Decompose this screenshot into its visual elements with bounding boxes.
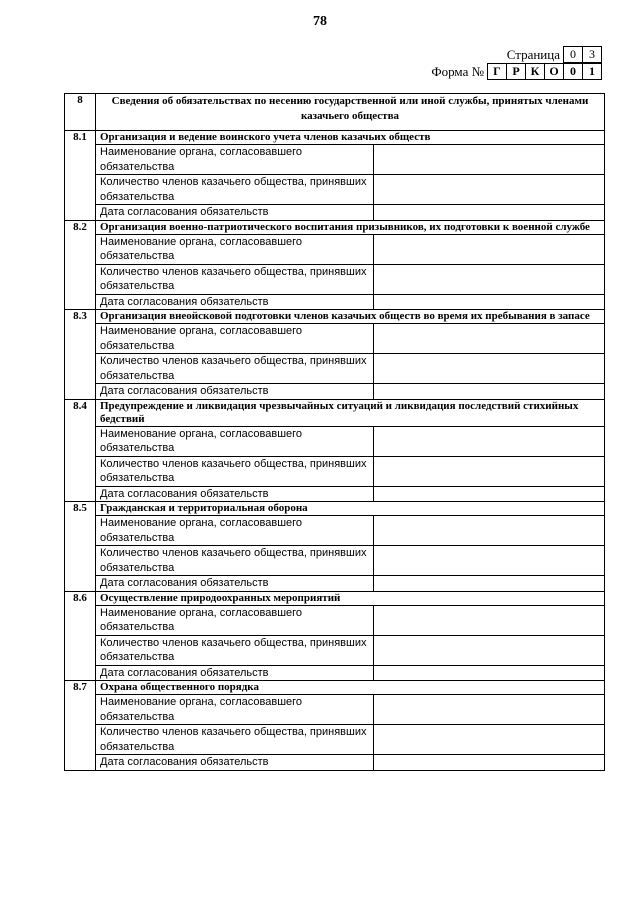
approval-date-field-value[interactable]: [374, 486, 605, 502]
section-title-row: [65, 310, 605, 324]
members-count-field-label: Количество членов казачьего общества, принявших обязательства: [96, 546, 374, 576]
section-title: Гражданская и территориальная оборона: [96, 502, 605, 516]
organ-name-field-label: Наименование органа, согласовавшего обязательства: [96, 516, 374, 546]
section-number: 8.2: [65, 220, 96, 310]
members-count-field-value[interactable]: [374, 546, 605, 576]
field-row: [65, 576, 605, 592]
organ-name-field-label: Наименование органа, согласовавшего обязательства: [96, 695, 374, 725]
approval-date-field-label: Дата согласования обязательств: [96, 755, 374, 771]
section-title-row: [65, 399, 605, 426]
form-label: Форма №: [431, 63, 484, 79]
section-number: 8.1: [65, 131, 96, 221]
section-title: Предупреждение и ликвидация чрезвычайных ситуаций и ликвидация последствий стихийных бедствий: [96, 399, 605, 426]
organ-name-field-value[interactable]: [374, 426, 605, 456]
members-count-field-value[interactable]: [374, 354, 605, 384]
field-row: [65, 725, 605, 755]
organ-name-field-label: Наименование органа, согласовавшего обязательства: [96, 605, 374, 635]
field-row: [65, 145, 605, 175]
members-count-field-value[interactable]: [374, 456, 605, 486]
field-row: [65, 546, 605, 576]
section-number: 8: [65, 94, 96, 131]
members-count-field-label: Количество членов казачьего общества, принявших обязательства: [96, 264, 374, 294]
approval-date-field-value[interactable]: [374, 755, 605, 771]
main-title: Сведения об обязательствах по несению государственной или иной службы, принятых членами казачьего общества: [96, 94, 605, 131]
organ-name-field-value[interactable]: [374, 605, 605, 635]
section-title: Организация внеойсковой подготовки членов казачьих обществ во время их пребывания в запасе: [96, 310, 605, 324]
approval-date-field-label: Дата согласования обязательств: [96, 294, 374, 310]
field-row: [65, 205, 605, 221]
obligations-table: [64, 93, 605, 771]
field-row: [65, 426, 605, 456]
approval-date-field-label: Дата согласования обязательств: [96, 384, 374, 400]
field-row: [65, 264, 605, 294]
page-indicator: [507, 46, 602, 63]
section-title-row: [65, 502, 605, 516]
section-title-row: [65, 681, 605, 695]
field-row: [65, 486, 605, 502]
members-count-field-label: Количество членов казачьего общества, принявших обязательства: [96, 354, 374, 384]
approval-date-field-label: Дата согласования обязательств: [96, 486, 374, 502]
section-number: 8.5: [65, 502, 96, 592]
approval-date-field-value[interactable]: [374, 384, 605, 400]
field-row: [65, 516, 605, 546]
members-count-field-value[interactable]: [374, 264, 605, 294]
approval-date-field-label: Дата согласования обязательств: [96, 665, 374, 681]
section-number: 8.3: [65, 310, 96, 400]
organ-name-field-label: Наименование органа, согласовавшего обязательства: [96, 324, 374, 354]
field-row: [65, 234, 605, 264]
members-count-field-label: Количество членов казачьего общества, принявших обязательства: [96, 725, 374, 755]
page-label: Страница: [506, 46, 560, 62]
field-row: [65, 354, 605, 384]
members-count-field-value[interactable]: [374, 175, 605, 205]
field-row: [65, 755, 605, 771]
approval-date-field-value[interactable]: [374, 576, 605, 592]
organ-name-field-value[interactable]: [374, 695, 605, 725]
page-digit-box: 0: [563, 46, 583, 63]
field-row: [65, 294, 605, 310]
organ-name-field-label: Наименование органа, согласовавшего обязательства: [96, 145, 374, 175]
section-title-row: [65, 131, 605, 145]
organ-name-field-value[interactable]: [374, 516, 605, 546]
page-number: 78: [313, 14, 327, 29]
organ-name-field-value[interactable]: [374, 145, 605, 175]
field-row: [65, 384, 605, 400]
members-count-field-label: Количество членов казачьего общества, принявших обязательства: [96, 635, 374, 665]
field-row: [65, 695, 605, 725]
section-number: 8.6: [65, 591, 96, 681]
section-title: Организация и ведение воинского учета членов казачьих обществ: [96, 131, 605, 145]
field-row: [65, 605, 605, 635]
organ-name-field-value[interactable]: [374, 234, 605, 264]
approval-date-field-value[interactable]: [374, 294, 605, 310]
field-row: [65, 635, 605, 665]
section-title: Охрана общественного порядка: [96, 681, 605, 695]
form-code-box: 1: [582, 63, 602, 80]
members-count-field-value[interactable]: [374, 635, 605, 665]
section-number: 8.4: [65, 399, 96, 502]
approval-date-field-value[interactable]: [374, 205, 605, 221]
organ-name-field-label: Наименование органа, согласовавшего обязательства: [96, 234, 374, 264]
approval-date-field-value[interactable]: [374, 665, 605, 681]
field-row: [65, 456, 605, 486]
section-title: Осуществление природоохранных мероприятий: [96, 591, 605, 605]
section-title-row: [65, 220, 605, 234]
section-title-row: [65, 591, 605, 605]
approval-date-field-label: Дата согласования обязательств: [96, 205, 374, 221]
approval-date-field-label: Дата согласования обязательств: [96, 576, 374, 592]
field-row: [65, 665, 605, 681]
form-number: [431, 63, 602, 80]
field-row: [65, 175, 605, 205]
form-code-box: Р: [506, 63, 526, 80]
form-code-box: К: [525, 63, 545, 80]
form-code-box: 0: [563, 63, 583, 80]
members-count-field-value[interactable]: [374, 725, 605, 755]
field-row: [65, 324, 605, 354]
page-digit-box: 3: [582, 46, 602, 63]
section-title: Организация военно-патриотического воспитания призывников, их подготовки к военной службе: [96, 220, 605, 234]
section-number: 8.7: [65, 681, 96, 771]
members-count-field-label: Количество членов казачьего общества, принявших обязательства: [96, 456, 374, 486]
organ-name-field-value[interactable]: [374, 324, 605, 354]
main-header-row: [65, 94, 605, 131]
members-count-field-label: Количество членов казачьего общества, принявших обязательства: [96, 175, 374, 205]
form-code-box: О: [544, 63, 564, 80]
organ-name-field-label: Наименование органа, согласовавшего обязательства: [96, 426, 374, 456]
form-code-box: Г: [487, 63, 507, 80]
